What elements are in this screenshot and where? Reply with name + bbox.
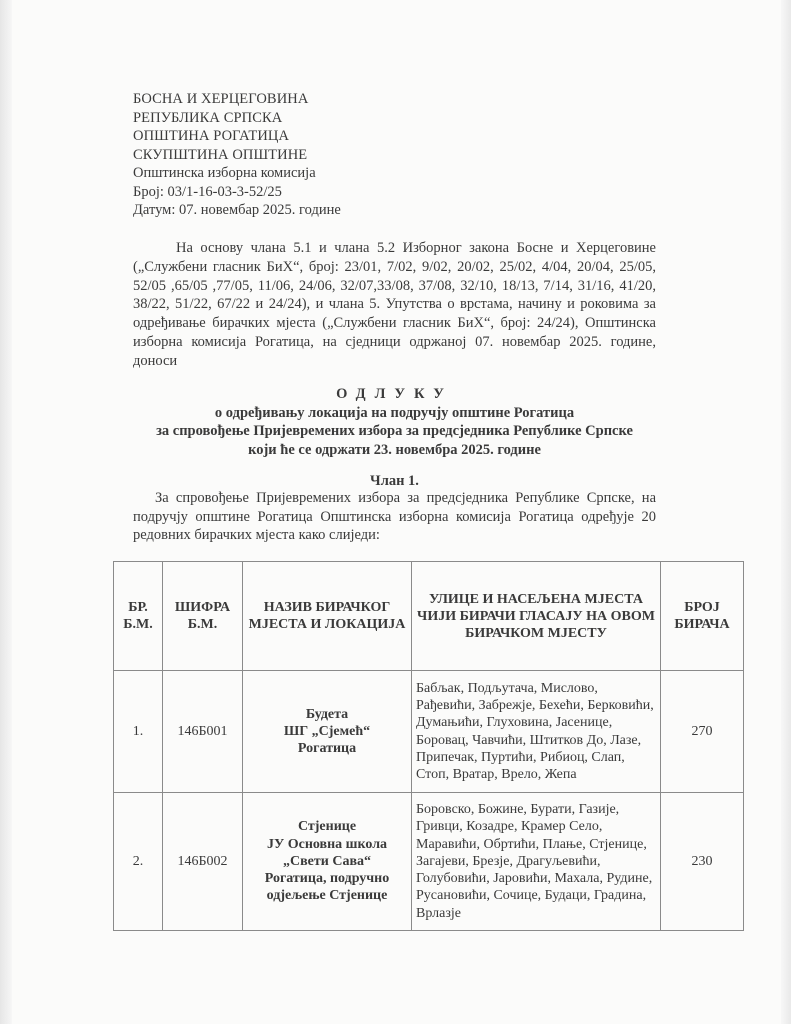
decision-subtitle-line: који ће се одржати 23. новембра 2025. године [248, 441, 541, 458]
name-line: Будета [305, 706, 349, 722]
col-header-name-location: НАЗИВ БИРАЧКОГ МЈЕСТА И ЛОКАЦИЈА [243, 562, 412, 671]
header-assembly: СКУПШТИНА ОПШТИНЕ [133, 146, 308, 163]
col-header-code: ШИФРА Б.М. [163, 562, 243, 671]
cell-voters: 270 [661, 671, 744, 793]
decision-subtitle-line: за спровођење Пријевремених избора за предсједника Републике Српске [156, 423, 633, 439]
decision-heading [133, 385, 656, 459]
header-commission: Општинска изборна комисија [133, 165, 316, 181]
name-line: одјељење Стјенице [266, 888, 388, 904]
name-line: ШГ „Сјемећ“ [283, 723, 371, 739]
cell-code: 146Б002 [163, 793, 243, 931]
article-body [133, 489, 656, 545]
name-line: „Свети Сава“ [283, 853, 371, 869]
name-line: ЈУ Основна школа [266, 836, 388, 852]
cell-name-location [243, 671, 412, 793]
cell-voters: 230 [661, 793, 744, 931]
col-header-streets: УЛИЦЕ И НАСЕЉЕНА МЈЕСТА ЧИЈИ БИРАЧИ ГЛАСАЈУ НА ОВОМ БИРАЧКОМ МЈЕСТУ [412, 562, 661, 671]
cell-code: 146Б001 [163, 671, 243, 793]
article-text: За спровођење Пријевремених избора за предсједника Републике Српске, на подручју општине Рогатица Општинска изборна комисија Рогатица одређује 20 редовних бирачких мјеста како слиједи: [133, 490, 656, 543]
header-date: Датум: 07. новембар 2025. године [133, 202, 341, 218]
header-municipality: ОПШТИНА РОГАТИЦА [133, 128, 290, 144]
decision-title: ОДЛУКУ [336, 386, 453, 402]
polling-stations-table [113, 561, 744, 931]
decision-subtitle-line: о одређивању локација на подручју општине Рогатица [214, 404, 575, 421]
header-reference-number: Број: 03/1-16-03-3-52/25 [133, 183, 282, 200]
cell-streets: Бабљак, Подљутача, Мислово, Рађевићи, Забрежје, Бехећи, Берковићи, Думањићи, Глуховина, Јасенице, Боровац, Чавчићи, Штитков До, Лазе, Припечак, Пуртићи, Рибиоц, Слап, Стоп, Вратар, Врело, Жепа [412, 671, 661, 793]
name-line: Рогатица [297, 741, 357, 757]
col-header-number: БР. Б.М. [114, 562, 163, 671]
cell-streets: Боровско, Божине, Бурати, Газије, Гривци, Козадре, Крамер Село, Маравићи, Обртићи, Плање, Стјенице, Загајеви, Брезје, Драгуљевићи, Голубовићи, Јаровићи, Махала, Рудине, Русановићи, Сочице, Будаци, Градина, Врлазје [412, 793, 661, 931]
preamble-text: На основу члана 5.1 и члана 5.2 Изборног закона Босне и Херцеговине („Службени гласник БиХ“, број: 23/01, 7/02, 9/02, 20/02, 25/02, 4/04, 20/04, 25/05, 52/05 ,65/05 ,77/05, 11/06, 24/06, 32/07,33/08, 37/08, 32/10, 18/13, 7/14, 31/16, 41/20, 38/22, 51/22, 67/22 и 24/24), и члана 5. Упутства о врстама, начину и роковима за одређивање бирачких мјеста („Службени гласник БиХ“, број: 24/24), Општинска изборна комисија Рогатица, на сједници одржаној 07. новембар 2025. године, доноси [133, 240, 656, 369]
preamble [133, 239, 656, 371]
document-header [133, 90, 341, 220]
table-header-row [114, 562, 744, 671]
cell-name-location [243, 793, 412, 931]
table-row [114, 793, 744, 931]
cell-number: 1. [114, 671, 163, 793]
article-title: Члан 1. [370, 473, 419, 489]
header-entity: РЕПУБЛИКА СРПСКА [133, 109, 283, 126]
name-line: Рогатица, подручно [264, 871, 390, 887]
table-row [114, 671, 744, 793]
name-line: Стјенице [297, 819, 357, 835]
header-country: БОСНА И ХЕРЦЕГОВИНА [133, 91, 309, 107]
cell-number: 2. [114, 793, 163, 931]
col-header-voters: БРОЈ БИРАЧА [661, 562, 744, 671]
